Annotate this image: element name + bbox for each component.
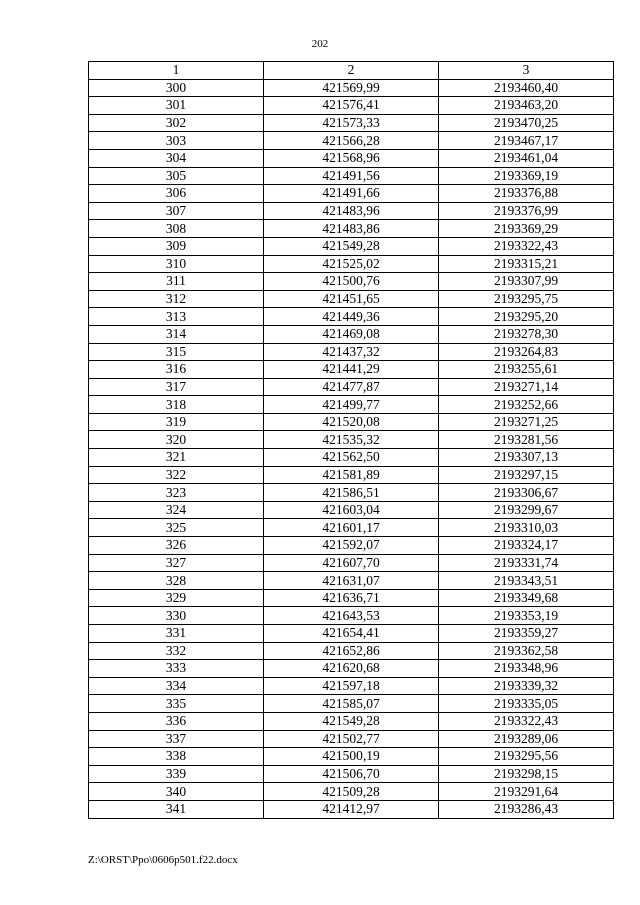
cell-x-coordinate: 421585,07 (264, 695, 439, 713)
cell-x-coordinate: 421566,28 (264, 132, 439, 150)
column-header-y-coordinate: 3 (439, 62, 614, 80)
cell-y-coordinate: 2193299,67 (439, 501, 614, 519)
cell-x-coordinate: 421636,71 (264, 589, 439, 607)
table-row (89, 220, 614, 238)
table-row (89, 185, 614, 203)
cell-point-number: 306 (89, 185, 264, 203)
cell-y-coordinate: 2193264,83 (439, 343, 614, 361)
cell-y-coordinate: 2193463,20 (439, 97, 614, 115)
cell-point-number: 301 (89, 97, 264, 115)
cell-y-coordinate: 2193461,04 (439, 149, 614, 167)
cell-y-coordinate: 2193271,14 (439, 378, 614, 396)
cell-point-number: 337 (89, 730, 264, 748)
cell-y-coordinate: 2193295,20 (439, 308, 614, 326)
cell-y-coordinate: 2193376,88 (439, 185, 614, 203)
cell-y-coordinate: 2193252,66 (439, 396, 614, 414)
cell-point-number: 314 (89, 325, 264, 343)
cell-point-number: 332 (89, 642, 264, 660)
table-row (89, 449, 614, 467)
cell-y-coordinate: 2193298,15 (439, 765, 614, 783)
table-row (89, 765, 614, 783)
cell-point-number: 329 (89, 589, 264, 607)
cell-x-coordinate: 421652,86 (264, 642, 439, 660)
table-row (89, 589, 614, 607)
table-row (89, 132, 614, 150)
coordinates-table (88, 61, 614, 819)
table-row (89, 607, 614, 625)
column-header-point-number: 1 (89, 62, 264, 80)
cell-x-coordinate: 421491,56 (264, 167, 439, 185)
cell-y-coordinate: 2193467,17 (439, 132, 614, 150)
cell-x-coordinate: 421483,96 (264, 202, 439, 220)
cell-point-number: 331 (89, 625, 264, 643)
cell-y-coordinate: 2193307,13 (439, 449, 614, 467)
table-row (89, 660, 614, 678)
table-row (89, 554, 614, 572)
cell-y-coordinate: 2193353,19 (439, 607, 614, 625)
cell-y-coordinate: 2193348,96 (439, 660, 614, 678)
table-row (89, 677, 614, 695)
cell-x-coordinate: 421502,77 (264, 730, 439, 748)
cell-point-number: 309 (89, 237, 264, 255)
cell-point-number: 304 (89, 149, 264, 167)
cell-y-coordinate: 2193376,99 (439, 202, 614, 220)
cell-point-number: 307 (89, 202, 264, 220)
cell-point-number: 302 (89, 114, 264, 132)
table-row (89, 290, 614, 308)
cell-x-coordinate: 421549,28 (264, 712, 439, 730)
cell-x-coordinate: 421412,97 (264, 800, 439, 818)
cell-y-coordinate: 2193286,43 (439, 800, 614, 818)
cell-point-number: 300 (89, 79, 264, 97)
cell-x-coordinate: 421506,70 (264, 765, 439, 783)
table-row (89, 273, 614, 291)
table-body (89, 79, 614, 818)
cell-y-coordinate: 2193343,51 (439, 572, 614, 590)
cell-point-number: 303 (89, 132, 264, 150)
cell-x-coordinate: 421607,70 (264, 554, 439, 572)
cell-point-number: 338 (89, 748, 264, 766)
table-row (89, 431, 614, 449)
cell-y-coordinate: 2193322,43 (439, 237, 614, 255)
cell-point-number: 325 (89, 519, 264, 537)
table-row (89, 202, 614, 220)
table-row (89, 343, 614, 361)
table-row (89, 730, 614, 748)
table-row (89, 484, 614, 502)
cell-x-coordinate: 421576,41 (264, 97, 439, 115)
cell-y-coordinate: 2193470,25 (439, 114, 614, 132)
cell-x-coordinate: 421643,53 (264, 607, 439, 625)
cell-y-coordinate: 2193255,61 (439, 361, 614, 379)
cell-point-number: 315 (89, 343, 264, 361)
cell-y-coordinate: 2193359,27 (439, 625, 614, 643)
cell-point-number: 327 (89, 554, 264, 572)
cell-point-number: 318 (89, 396, 264, 414)
cell-y-coordinate: 2193297,15 (439, 466, 614, 484)
table-row (89, 97, 614, 115)
cell-x-coordinate: 421549,28 (264, 237, 439, 255)
cell-point-number: 313 (89, 308, 264, 326)
table-row (89, 519, 614, 537)
cell-point-number: 333 (89, 660, 264, 678)
cell-x-coordinate: 421562,50 (264, 449, 439, 467)
cell-point-number: 320 (89, 431, 264, 449)
cell-x-coordinate: 421477,87 (264, 378, 439, 396)
cell-point-number: 323 (89, 484, 264, 502)
cell-y-coordinate: 2193349,68 (439, 589, 614, 607)
table-row (89, 572, 614, 590)
cell-x-coordinate: 421499,77 (264, 396, 439, 414)
table-header-row (89, 62, 614, 80)
cell-y-coordinate: 2193369,19 (439, 167, 614, 185)
cell-x-coordinate: 421601,17 (264, 519, 439, 537)
cell-point-number: 340 (89, 783, 264, 801)
table-row (89, 466, 614, 484)
table-row (89, 361, 614, 379)
cell-x-coordinate: 421573,33 (264, 114, 439, 132)
cell-y-coordinate: 2193307,99 (439, 273, 614, 291)
cell-y-coordinate: 2193324,17 (439, 537, 614, 555)
cell-point-number: 308 (89, 220, 264, 238)
cell-x-coordinate: 421525,02 (264, 255, 439, 273)
cell-y-coordinate: 2193460,40 (439, 79, 614, 97)
table-row (89, 378, 614, 396)
cell-point-number: 321 (89, 449, 264, 467)
cell-y-coordinate: 2193289,06 (439, 730, 614, 748)
cell-x-coordinate: 421449,36 (264, 308, 439, 326)
table-row (89, 642, 614, 660)
cell-y-coordinate: 2193331,74 (439, 554, 614, 572)
cell-point-number: 328 (89, 572, 264, 590)
cell-point-number: 317 (89, 378, 264, 396)
cell-point-number: 312 (89, 290, 264, 308)
table-row (89, 625, 614, 643)
cell-y-coordinate: 2193291,64 (439, 783, 614, 801)
cell-y-coordinate: 2193295,75 (439, 290, 614, 308)
cell-y-coordinate: 2193271,25 (439, 413, 614, 431)
cell-x-coordinate: 421586,51 (264, 484, 439, 502)
cell-point-number: 305 (89, 167, 264, 185)
table-row (89, 413, 614, 431)
cell-point-number: 334 (89, 677, 264, 695)
cell-y-coordinate: 2193315,21 (439, 255, 614, 273)
table-row (89, 396, 614, 414)
table-row (89, 783, 614, 801)
cell-point-number: 319 (89, 413, 264, 431)
table-header (89, 62, 614, 80)
table-row (89, 712, 614, 730)
cell-y-coordinate: 2193362,58 (439, 642, 614, 660)
table-row (89, 325, 614, 343)
cell-x-coordinate: 421491,66 (264, 185, 439, 203)
table-row (89, 255, 614, 273)
cell-y-coordinate: 2193310,03 (439, 519, 614, 537)
cell-x-coordinate: 421520,08 (264, 413, 439, 431)
cell-point-number: 322 (89, 466, 264, 484)
cell-x-coordinate: 421535,32 (264, 431, 439, 449)
cell-point-number: 336 (89, 712, 264, 730)
cell-y-coordinate: 2193369,29 (439, 220, 614, 238)
cell-y-coordinate: 2193322,43 (439, 712, 614, 730)
table-row (89, 501, 614, 519)
cell-x-coordinate: 421654,41 (264, 625, 439, 643)
page-number: 202 (311, 38, 329, 50)
cell-y-coordinate: 2193339,32 (439, 677, 614, 695)
cell-point-number: 341 (89, 800, 264, 818)
cell-y-coordinate: 2193278,30 (439, 325, 614, 343)
cell-point-number: 324 (89, 501, 264, 519)
table-row (89, 149, 614, 167)
cell-point-number: 335 (89, 695, 264, 713)
cell-x-coordinate: 421509,28 (264, 783, 439, 801)
table-row (89, 79, 614, 97)
cell-x-coordinate: 421597,18 (264, 677, 439, 695)
cell-x-coordinate: 421569,99 (264, 79, 439, 97)
cell-x-coordinate: 421437,32 (264, 343, 439, 361)
table-row (89, 237, 614, 255)
cell-x-coordinate: 421483,86 (264, 220, 439, 238)
cell-x-coordinate: 421500,76 (264, 273, 439, 291)
cell-x-coordinate: 421620,68 (264, 660, 439, 678)
cell-point-number: 310 (89, 255, 264, 273)
cell-y-coordinate: 2193295,56 (439, 748, 614, 766)
cell-point-number: 330 (89, 607, 264, 625)
table-row (89, 308, 614, 326)
table-row (89, 800, 614, 818)
table-row (89, 695, 614, 713)
cell-x-coordinate: 421603,04 (264, 501, 439, 519)
column-header-x-coordinate: 2 (264, 62, 439, 80)
cell-point-number: 326 (89, 537, 264, 555)
table-row (89, 167, 614, 185)
cell-point-number: 316 (89, 361, 264, 379)
cell-x-coordinate: 421500,19 (264, 748, 439, 766)
cell-x-coordinate: 421469,08 (264, 325, 439, 343)
cell-y-coordinate: 2193306,67 (439, 484, 614, 502)
cell-point-number: 311 (89, 273, 264, 291)
cell-x-coordinate: 421631,07 (264, 572, 439, 590)
table-row (89, 537, 614, 555)
cell-x-coordinate: 421451,65 (264, 290, 439, 308)
cell-x-coordinate: 421441,29 (264, 361, 439, 379)
footer-file-path: Z:\ORST\Ppo\0606p501.f22.docx (88, 854, 238, 866)
table-row (89, 748, 614, 766)
cell-x-coordinate: 421592,07 (264, 537, 439, 555)
cell-x-coordinate: 421568,96 (264, 149, 439, 167)
table-row (89, 114, 614, 132)
cell-y-coordinate: 2193281,56 (439, 431, 614, 449)
cell-x-coordinate: 421581,89 (264, 466, 439, 484)
cell-y-coordinate: 2193335,05 (439, 695, 614, 713)
cell-point-number: 339 (89, 765, 264, 783)
